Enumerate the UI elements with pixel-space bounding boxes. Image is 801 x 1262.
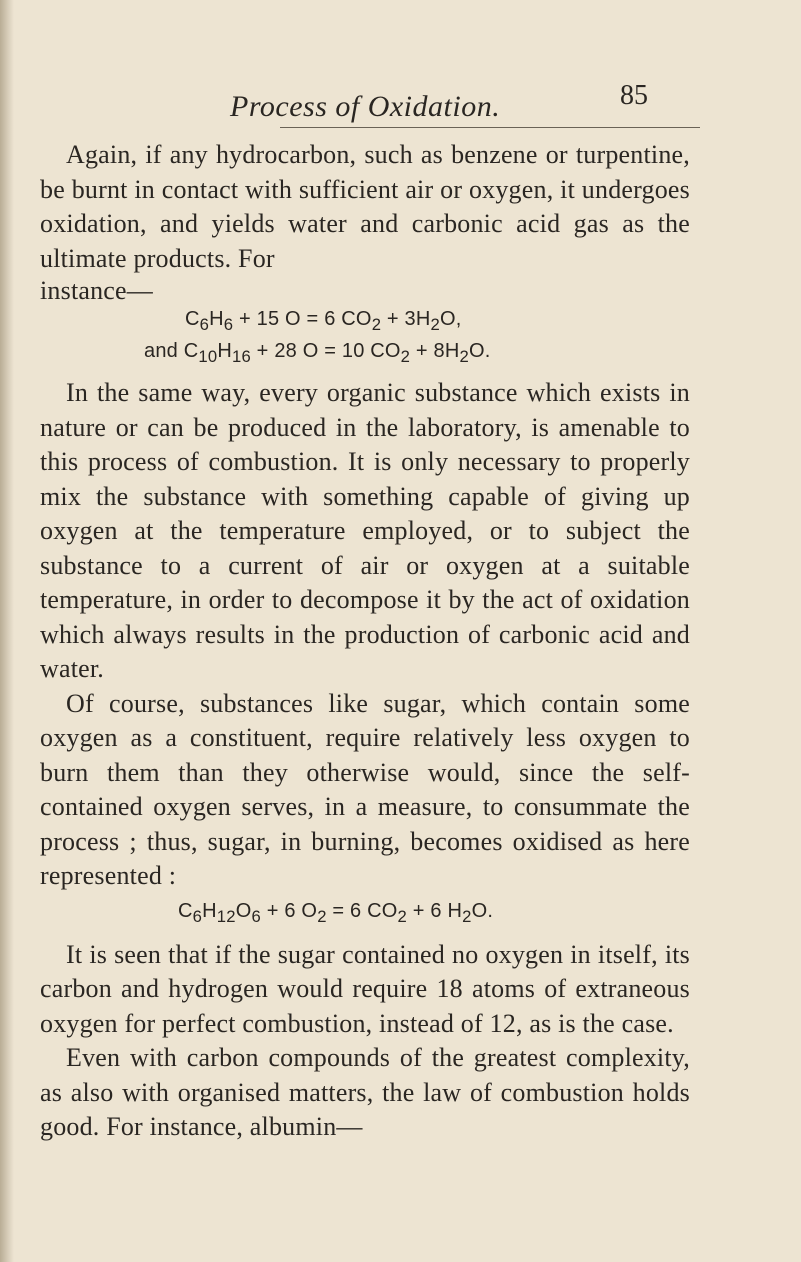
page-gutter-shadow bbox=[0, 0, 14, 1262]
body-text bbox=[40, 138, 690, 1145]
paragraph-sugar: Of course, substances like sugar, which contain some oxygen as a constituent, require relatively less oxygen to burn them than they otherwise would, since the self-contained oxygen serves, in a measure, to consummate the process ; thus, sugar, in burning, becomes oxidised as here represented : bbox=[40, 688, 690, 890]
header-rule bbox=[280, 127, 700, 128]
paragraph-instance-label: instance— bbox=[40, 276, 153, 305]
page-number: 85 bbox=[620, 80, 648, 111]
paragraph-hydrocarbon: Again, if any hydrocarbon, such as benzene or turpentine, be burnt in contact with sufficient air or oxygen, it undergoes oxidation, and yields water and carbonic acid gas as the ultimate products. For bbox=[40, 140, 690, 273]
paragraph-albumin: Even with carbon compounds of the greatest complexity, as also with organised matters, the law of combustion holds good. For instance, albumin— bbox=[40, 1043, 690, 1141]
page-header bbox=[40, 70, 775, 123]
paragraph-extraneous-oxygen: It is seen that if the sugar contained no oxygen in itself, its carbon and hydrogen would require 18 atoms of extraneous oxygen for perfect combustion, instead of 12, as is the case. bbox=[40, 939, 690, 1038]
formula-turpentine: and $C_{10}H_{16} + 28$ O = 10 $CO_2 + 8H_2O$. bbox=[144, 340, 491, 366]
formula-benzene: $C_6H_6 + 15$ O = 6 $CO_2 + 3H_2O$, bbox=[185, 308, 462, 334]
running-title: Process of Oxidation. bbox=[230, 90, 501, 123]
formula-sugar: $C_6H_{12}O_6 + 6$ $O_2 = 6$ $CO_2 + 6$ $H_2O$. bbox=[178, 899, 494, 926]
paragraph-organic-substance: In the same way, every organic substance which exists in nature or can be produced in the laboratory, is amenable to this process of combustion. It is only necessary to properly mix the substance with something capable of giving up oxygen at the temperature employed, or to subject the substance to a current of air or oxygen at a suitable temperature, in order to decompose it by the act of oxidation which always results in the production of carbonic acid and water. bbox=[40, 378, 690, 683]
book-page bbox=[40, 0, 775, 1262]
